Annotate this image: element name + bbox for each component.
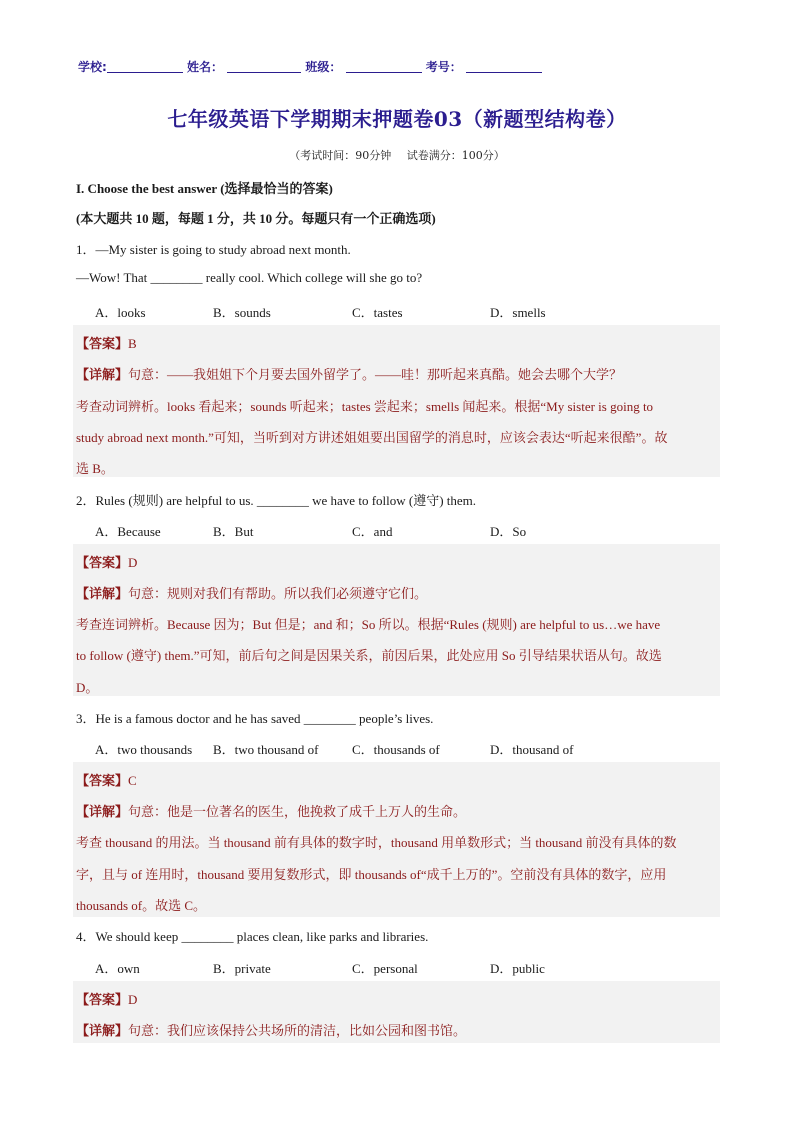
question-4-option-a: A．own	[95, 961, 140, 976]
question-2-option-d: D．So	[490, 524, 527, 539]
question-2-option-a: A．Because	[95, 524, 161, 539]
question-3-answer: 【答案】C	[76, 773, 137, 789]
question-2-explain-1: 考查连词辨析。Because 因为；But 但是；and 和；So 所以。根据“Rules (规则) are helpful to us…we have	[76, 617, 661, 632]
question-4-option-b: B．private	[213, 961, 271, 976]
question-2-option-b: B．But	[213, 524, 254, 539]
question-2-detail: 【详解】句意：规则对我们有帮助。所以我们必须遵守它们。	[76, 586, 428, 602]
question-1-explain-3: 选 B。	[76, 461, 114, 476]
section-heading: I. Choose the best answer (选择最恰当的答案)	[76, 181, 333, 196]
name-blank	[227, 60, 301, 73]
exam-time: （考试时间：90分钟	[289, 149, 392, 162]
question-2-stem: 2．Rules (规则) are helpful to us. ________ we have to follow (遵守) them.	[76, 493, 477, 508]
question-4-option-d: D．public	[490, 961, 545, 976]
question-1-option-a: A．looks	[95, 305, 146, 320]
question-3-option-a: A．two thousands	[95, 742, 193, 757]
question-3-explain-3: thousands of。故选 C。	[76, 898, 207, 913]
school-blank	[107, 60, 183, 73]
school-label: 学校:	[78, 60, 107, 74]
question-3-explain-2: 字，且与 of 连用时，thousand 要用复数形式，即 thousands of“成千上万的”。空前没有具体的数字，应用	[76, 867, 667, 882]
question-4-stem: 4．We should keep ________ places clean, like parks and libraries.	[76, 929, 429, 944]
question-2-answer: 【答案】D	[76, 555, 138, 571]
page-title: 七年级英语下学期期末押题卷03（新题型结构卷）	[167, 107, 627, 131]
question-2-explain-3: D。	[76, 680, 99, 695]
question-3-detail: 【详解】句意：他是一位著名的医生，他挽救了成千上万人的生命。	[76, 804, 467, 820]
question-3-stem: 3．He is a famous doctor and he has saved ________ people’s lives.	[76, 711, 434, 726]
class-label: 班级：	[305, 60, 342, 74]
question-2-option-c: C．and	[352, 524, 393, 539]
question-4-answer: 【答案】D	[76, 992, 138, 1008]
question-1-explain-2: study abroad next month.”可知，当听到对方讲述姐姐要出国留学的消息时，应该会表达“听起来很酷”。故	[76, 430, 668, 445]
exam-subtitle	[0, 147, 794, 163]
exam-score: 试卷满分：100分）	[406, 149, 505, 162]
question-3-option-b: B．two thousand of	[213, 742, 319, 757]
section-instruction: (本大题共 10 题，每题 1 分，共 10 分。每题只有一个正确选项)	[76, 211, 436, 226]
student-info-header	[78, 58, 542, 75]
question-1-answer: 【答案】B	[76, 336, 137, 352]
question-3-option-c: C．thousands of	[352, 742, 440, 757]
question-3-explain-1: 考查 thousand 的用法。当 thousand 前有具体的数字时，thousand 用单数形式；当 thousand 前没有具体的数	[76, 835, 677, 850]
question-1-detail: 【详解】句意：——我姐姐下个月要去国外留学了。——哇！那听起来真酷。她会去哪个大学？	[76, 367, 623, 383]
question-1-option-d: D．smells	[490, 305, 546, 320]
question-1-stem: 1．—My sister is going to study abroad next month.	[76, 242, 351, 257]
question-2-explain-2: to follow (遵守) them.”可知，前后句之间是因果关系，前因后果，此处应用 So 引导结果状语从句。故选	[76, 648, 662, 663]
question-1-option-b: B．sounds	[213, 305, 271, 320]
name-label: 姓名：	[187, 60, 224, 74]
question-1-explain-1: 考查动词辨析。looks 看起来；sounds 听起来；tastes 尝起来；smells 闻起来。根据“My sister is going to	[76, 399, 654, 414]
question-1-option-c: C．tastes	[352, 305, 403, 320]
number-blank	[466, 60, 542, 73]
question-4-option-c: C．personal	[352, 961, 418, 976]
question-4-detail: 【详解】句意：我们应该保持公共场所的清洁，比如公园和图书馆。	[76, 1023, 467, 1039]
question-1-stem-2: —Wow! That ________ really cool. Which college will she go to?	[76, 270, 423, 285]
class-blank	[346, 60, 422, 73]
number-label: 考号：	[425, 60, 462, 74]
question-3-option-d: D．thousand of	[490, 742, 574, 757]
